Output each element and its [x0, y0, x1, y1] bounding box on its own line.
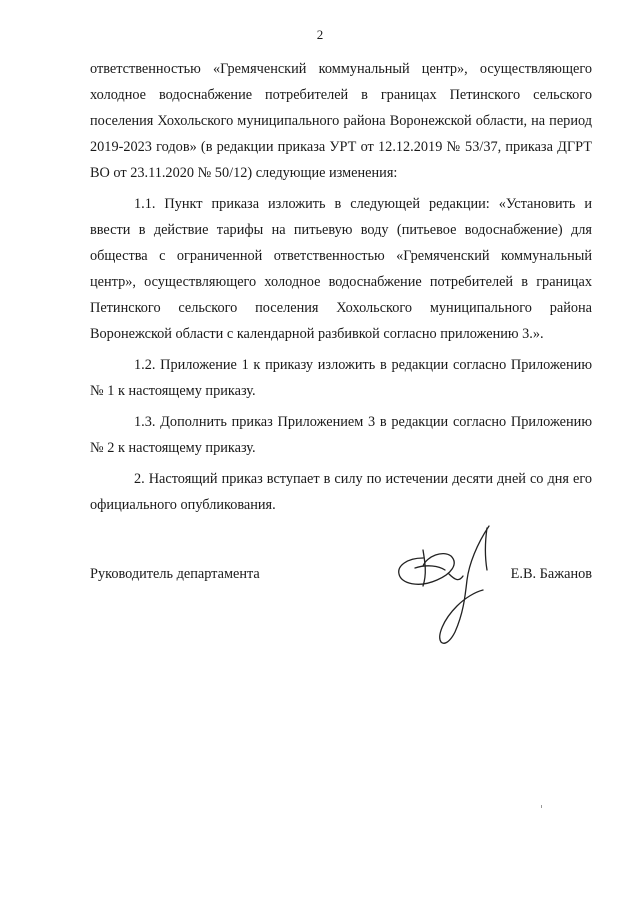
handwritten-signature — [393, 522, 503, 652]
paragraph-item-2: 2. Настоящий приказ вступает в силу по истечении десяти дней со дня его официального опубликования. — [90, 471, 592, 513]
page-number: 2 — [316, 27, 324, 42]
signature-block — [90, 561, 592, 589]
paragraph-continuation: ответственностью «Гремяченский коммунальный центр», осуществляющего холодное водоснабжение потребителей в границах Петинского сельского поселения Хохольского муниципального района Воронежской области, на период 2019-2023 годов» (в редакции приказа УРТ от 12.12.2019 № 53/37, приказа ДГРТ ВО от 23.11.2020 № 50/12) следующие изменения: — [90, 61, 592, 181]
paragraph-item-1-3: 1.3. Дополнить приказ Приложением 3 в редакции согласно Приложению № 2 к настоящему приказу. — [90, 414, 592, 456]
paragraph-item-1-1: 1.1. Пункт приказа изложить в следующей редакции: «Установить и ввести в действие тарифы на питьевую воду (питьевое водоснабжение) для общества с ограниченной ответственностью «Гремяченский коммунальный центр», осуществляющего холодное водоснабжение потребителей в границах Петинского сельского поселения Хохольского муниципального района Воронежской области с календарной разбивкой согласно приложению 3.». — [90, 196, 592, 342]
signatory-name: Е.В. Бажанов — [510, 566, 592, 582]
document-body — [90, 56, 592, 523]
scan-speck — [541, 805, 542, 808]
signatory-position: Руководитель департамента — [90, 566, 260, 582]
paragraph-item-1-2: 1.2. Приложение 1 к приказу изложить в редакции согласно Приложению № 1 к настоящему приказу. — [90, 357, 592, 399]
